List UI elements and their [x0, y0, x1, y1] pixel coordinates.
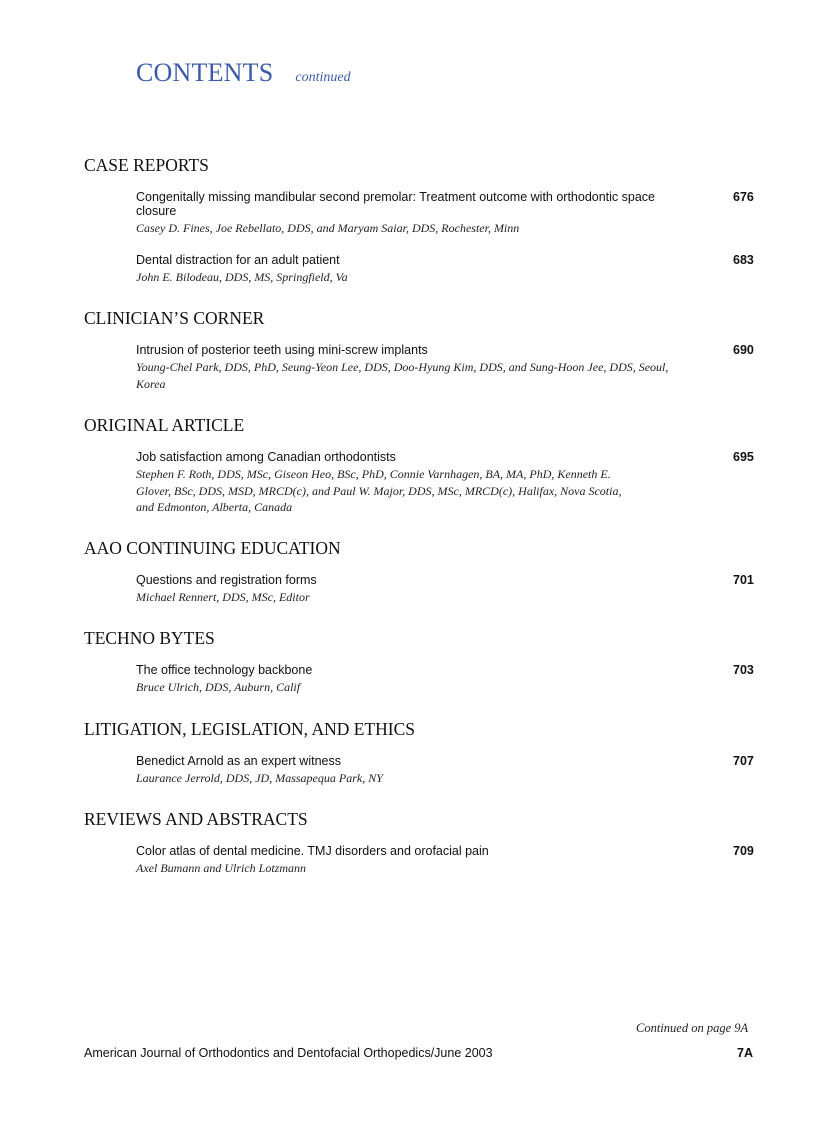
entry-page-number[interactable]: 695 [733, 450, 754, 464]
entry-title[interactable]: Benedict Arnold as an expert witness [136, 754, 341, 768]
entry-page-number[interactable]: 709 [733, 844, 754, 858]
page-title: CONTENTS [136, 58, 274, 87]
entry-authors: Bruce Ulrich, DDS, Auburn, Calif [136, 680, 301, 694]
entry-authors: Casey D. Fines, Joe Rebellato, DDS, and Maryam Saiar, DDS, Rochester, Minn [136, 221, 520, 235]
entry-title[interactable]: Congenitally missing mandibular second premolar: Treatment outcome with orthodontic space closure [136, 190, 656, 218]
section-heading-techno-bytes: TECHNO BYTES [84, 628, 215, 648]
entry-authors: Axel Bumann and Ulrich Lotzmann [136, 861, 306, 875]
entry-title[interactable]: Intrusion of posterior teeth using mini-screw implants [136, 343, 428, 357]
toc-entry[interactable] [136, 844, 696, 877]
continued-note: Continued on page 9A [636, 1021, 749, 1035]
toc-entry[interactable] [136, 253, 696, 286]
entry-title[interactable]: Dental distraction for an adult patient [136, 253, 340, 267]
entry-page-number[interactable]: 703 [733, 663, 754, 677]
toc-entry[interactable] [136, 663, 696, 696]
toc-entry[interactable] [136, 343, 696, 392]
entry-authors: Stephen F. Roth, DDS, MSc, Giseon Heo, BSc, PhD, Connie Varnhagen, BA, MA, PhD, Kenneth E. Glover, BSc, DDS, MSD, MRCD(c), and Paul W. Major, DDS, MSc, MRCD(c), Halifax, Nova Scotia, and Edmonton, Alberta, Canada [136, 467, 622, 514]
toc-entry[interactable] [136, 450, 696, 516]
entry-authors: John E. Bilodeau, DDS, MS, Springfield, Va [136, 270, 348, 284]
section-heading-clinicians-corner: CLINICIAN’S CORNER [84, 308, 265, 328]
journal-footer: American Journal of Orthodontics and Dentofacial Orthopedics/June 2003 [84, 1046, 493, 1060]
section-heading-original-article: ORIGINAL ARTICLE [84, 415, 245, 435]
entry-page-number[interactable]: 690 [733, 343, 754, 357]
entry-authors: Laurance Jerrold, DDS, JD, Massapequa Park, NY [136, 771, 383, 785]
section-heading-case-reports: CASE REPORTS [84, 155, 209, 175]
entry-title[interactable]: Color atlas of dental medicine. TMJ disorders and orofacial pain [136, 844, 489, 858]
page-folio: 7A [737, 1046, 753, 1060]
section-heading-aao-continuing-education: AAO CONTINUING EDUCATION [84, 538, 341, 558]
page-subtitle: continued [295, 70, 351, 85]
toc-entry[interactable] [136, 190, 696, 237]
contents-header [136, 58, 351, 88]
entry-page-number[interactable]: 701 [733, 573, 754, 587]
section-heading-reviews-and-abstracts: REVIEWS AND ABSTRACTS [84, 809, 308, 829]
entry-title[interactable]: The office technology backbone [136, 663, 313, 677]
entry-authors: Young-Chel Park, DDS, PhD, Seung-Yeon Lee, DDS, Doo-Hyung Kim, DDS, and Sung-Hoon Jee, DDS, Seoul, Korea [136, 360, 669, 391]
toc-entry[interactable] [136, 754, 696, 787]
entry-title[interactable]: Job satisfaction among Canadian orthodontists [136, 450, 396, 464]
entry-page-number[interactable]: 683 [733, 253, 754, 267]
entry-page-number[interactable]: 707 [733, 754, 754, 768]
entry-page-number[interactable]: 676 [733, 190, 754, 204]
entry-authors: Michael Rennert, DDS, MSc, Editor [136, 590, 310, 604]
section-heading-litigation-legislation-ethics: LITIGATION, LEGISLATION, AND ETHICS [84, 719, 415, 739]
toc-entry[interactable] [136, 573, 696, 606]
entry-title[interactable]: Questions and registration forms [136, 573, 317, 587]
